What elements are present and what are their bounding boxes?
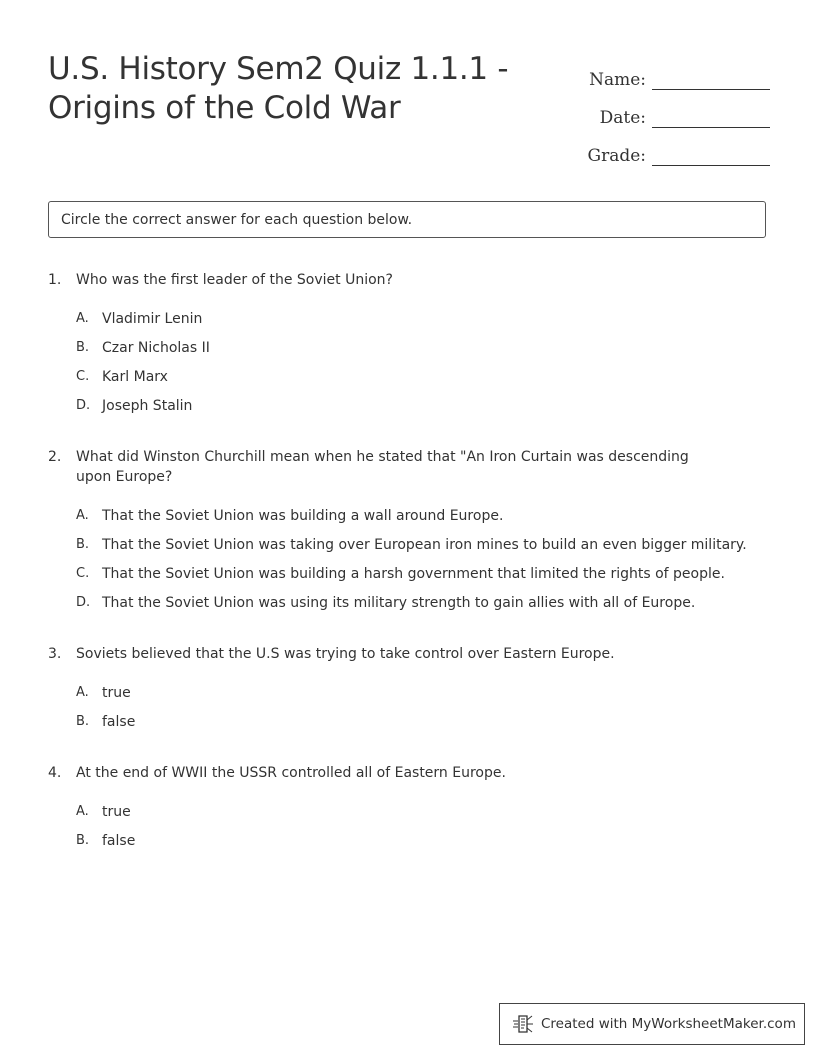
date-label: Date: (599, 108, 646, 128)
footer-credit (499, 1003, 805, 1045)
question-row (48, 447, 768, 487)
answer-option[interactable] (76, 564, 768, 593)
student-info-fields (560, 52, 770, 166)
answer-letter: A. (76, 804, 89, 819)
answer-letter: A. (76, 311, 89, 326)
answer-text: Karl Marx (102, 369, 168, 385)
answer-option[interactable] (76, 802, 768, 831)
answer-list (48, 309, 768, 425)
question-number: 4. (48, 765, 62, 781)
question-number: 3. (48, 646, 62, 662)
question-text: Who was the first leader of the Soviet Union? (76, 272, 393, 288)
answer-text: That the Soviet Union was building a wall around Europe. (102, 508, 504, 524)
question-text: What did Winston Churchill mean when he stated that "An Iron Curtain was descending upon Europe? (76, 449, 689, 485)
answer-letter: B. (76, 833, 90, 848)
question-text: At the end of WWII the USSR controlled all of Eastern Europe. (76, 765, 506, 781)
answer-option[interactable] (76, 535, 768, 564)
name-blank-line[interactable] (652, 69, 770, 90)
answer-list (48, 802, 768, 860)
grade-blank-line[interactable] (652, 145, 770, 166)
page-title (48, 50, 548, 128)
date-blank-line[interactable] (652, 107, 770, 128)
answer-text: That the Soviet Union was taking over European iron mines to build an even bigger military. (102, 537, 747, 553)
answer-letter: D. (76, 398, 91, 413)
question-row (48, 644, 768, 664)
name-label: Name: (589, 70, 646, 90)
answer-text: Vladimir Lenin (102, 311, 203, 327)
grade-field (560, 128, 770, 166)
title-line-2: Origins of the Cold War (48, 90, 401, 126)
answer-option[interactable] (76, 831, 768, 860)
answer-text: false (102, 833, 136, 849)
answer-list (48, 683, 768, 741)
answer-text: Czar Nicholas II (102, 340, 210, 356)
answer-option[interactable] (76, 712, 768, 741)
answer-option[interactable] (76, 309, 768, 338)
question-row (48, 763, 768, 783)
question-3 (48, 644, 768, 741)
question-row (48, 270, 768, 290)
question-4 (48, 763, 768, 860)
answer-letter: D. (76, 595, 91, 610)
answer-option[interactable] (76, 367, 768, 396)
answer-text: false (102, 714, 136, 730)
question-number: 2. (48, 449, 62, 465)
date-field (560, 90, 770, 128)
answer-option[interactable] (76, 506, 768, 535)
answer-letter: C. (76, 566, 90, 581)
instructions-box: Circle the correct answer for each question below. (48, 201, 766, 238)
answer-letter: A. (76, 508, 89, 523)
worksheet-maker-logo-icon (512, 1013, 534, 1035)
answer-option[interactable] (76, 683, 768, 712)
answer-text: true (102, 804, 131, 820)
answer-text: That the Soviet Union was building a harsh government that limited the rights of people. (102, 566, 725, 582)
answer-letter: B. (76, 714, 90, 729)
answer-option[interactable] (76, 338, 768, 367)
answer-letter: C. (76, 369, 90, 384)
grade-label: Grade: (587, 146, 646, 166)
answer-letter: A. (76, 685, 89, 700)
answer-letter: B. (76, 537, 90, 552)
question-2 (48, 447, 768, 622)
question-1 (48, 270, 768, 425)
question-text: Soviets believed that the U.S was trying to take control over Eastern Europe. (76, 646, 615, 662)
answer-text: true (102, 685, 131, 701)
answer-text: That the Soviet Union was using its military strength to gain allies with all of Europe. (102, 595, 696, 611)
title-line-1: U.S. History Sem2 Quiz 1.1.1 - (48, 51, 509, 87)
answer-option[interactable] (76, 593, 768, 622)
question-number: 1. (48, 272, 62, 288)
answer-letter: B. (76, 340, 90, 355)
footer-text: Created with MyWorksheetMaker.com (541, 1016, 796, 1032)
answer-text: Joseph Stalin (102, 398, 193, 414)
answer-list (48, 506, 768, 622)
question-list (48, 270, 768, 882)
name-field (560, 52, 770, 90)
answer-option[interactable] (76, 396, 768, 425)
